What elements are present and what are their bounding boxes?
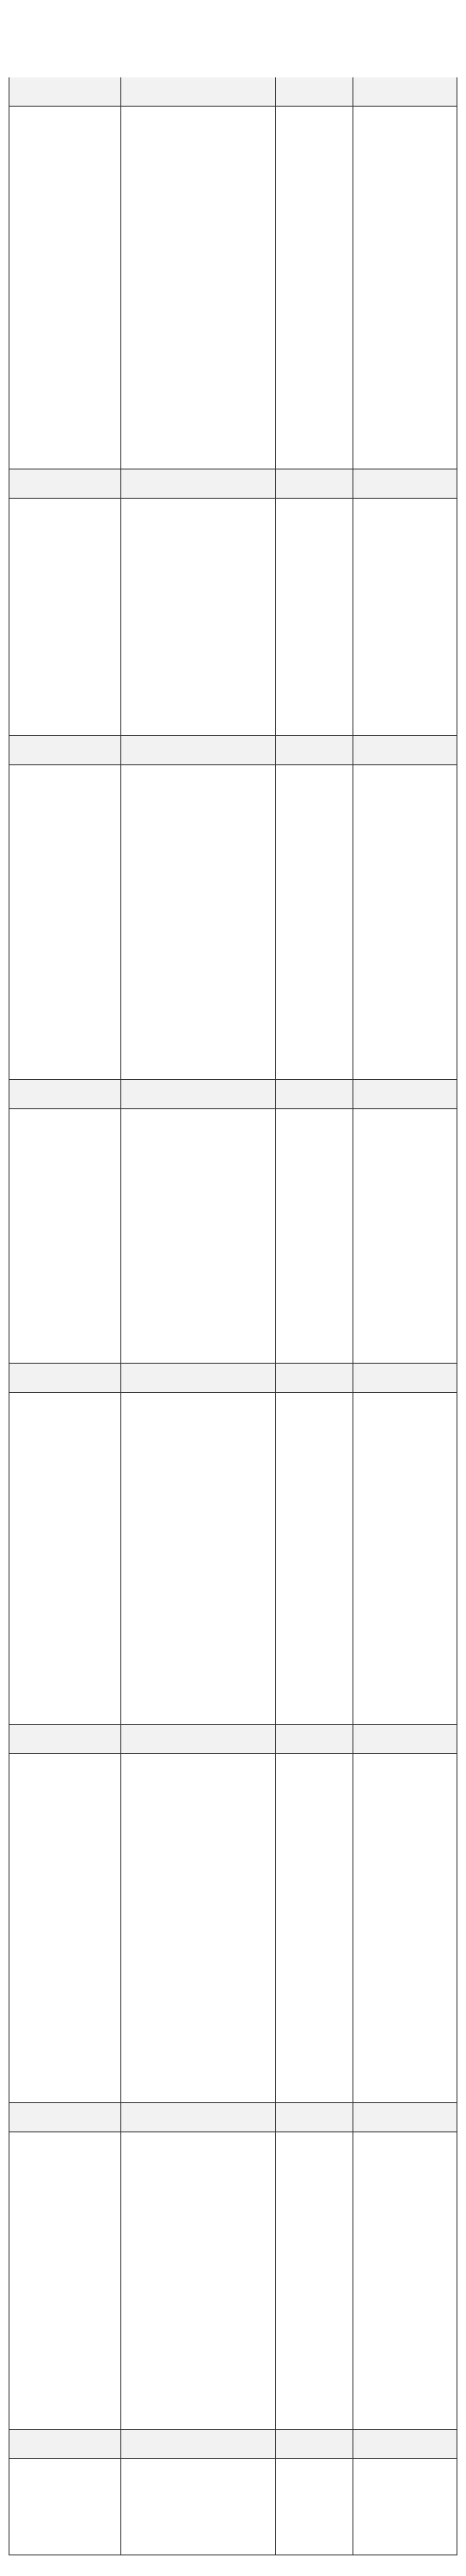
table-cell xyxy=(353,107,457,469)
section-header-row xyxy=(9,2103,457,2132)
table-cell xyxy=(9,1109,121,1363)
section-body xyxy=(9,499,457,735)
section-heading xyxy=(9,2103,121,2131)
column-header xyxy=(121,736,276,764)
table-cell xyxy=(121,1754,276,2102)
column-header xyxy=(121,1364,276,1392)
table-cell xyxy=(9,2132,121,2429)
table-cell xyxy=(353,499,457,735)
section-body xyxy=(9,2132,457,2429)
table-cell xyxy=(121,499,276,735)
column-header xyxy=(276,469,353,498)
table-section-1 xyxy=(9,77,457,469)
section-body xyxy=(9,107,457,469)
table-cell xyxy=(9,1393,121,1724)
column-header xyxy=(121,1080,276,1108)
table-section-6 xyxy=(9,1725,457,2103)
table-cell xyxy=(276,499,353,735)
table-cell xyxy=(276,107,353,469)
table-cell xyxy=(353,1109,457,1363)
section-heading xyxy=(9,1364,121,1392)
column-header xyxy=(276,736,353,764)
column-header xyxy=(276,2103,353,2131)
table-section-7 xyxy=(9,2103,457,2430)
table-cell xyxy=(9,2459,121,2555)
section-header-row xyxy=(9,77,457,107)
column-header xyxy=(121,1725,276,1753)
column-header xyxy=(276,1364,353,1392)
table-section-4 xyxy=(9,1080,457,1364)
column-header xyxy=(276,1080,353,1108)
table-cell xyxy=(276,2132,353,2429)
table-cell xyxy=(276,1393,353,1724)
table-cell xyxy=(353,2459,457,2555)
table-cell xyxy=(353,1754,457,2102)
section-heading xyxy=(9,2430,121,2458)
section-body xyxy=(9,2459,457,2555)
column-header xyxy=(353,736,457,764)
section-body xyxy=(9,1109,457,1363)
column-header xyxy=(353,77,457,106)
table-cell xyxy=(121,1109,276,1363)
column-header xyxy=(353,1364,457,1392)
table-cell xyxy=(353,1393,457,1724)
section-heading xyxy=(9,1725,121,1753)
table-section-3 xyxy=(9,736,457,1080)
column-header xyxy=(353,1080,457,1108)
section-header-row xyxy=(9,1364,457,1393)
table-cell xyxy=(9,107,121,469)
table-cell xyxy=(276,765,353,1079)
table-cell xyxy=(121,107,276,469)
section-header-row xyxy=(9,1080,457,1109)
section-body xyxy=(9,1754,457,2102)
table-cell xyxy=(276,1109,353,1363)
table-cell xyxy=(9,1754,121,2102)
column-header xyxy=(353,2103,457,2131)
table-section-5 xyxy=(9,1364,457,1725)
column-header xyxy=(276,2430,353,2458)
section-body xyxy=(9,765,457,1079)
section-header-row xyxy=(9,736,457,765)
document-header xyxy=(9,7,457,77)
section-heading xyxy=(9,77,121,106)
table-cell xyxy=(9,499,121,735)
table-section-8 xyxy=(9,2430,457,2555)
column-header xyxy=(121,2430,276,2458)
table-cell xyxy=(121,2459,276,2555)
column-header xyxy=(121,2103,276,2131)
column-header xyxy=(121,469,276,498)
table-cell xyxy=(121,2132,276,2429)
table-cell xyxy=(121,1393,276,1724)
column-header xyxy=(276,77,353,106)
table-cell xyxy=(276,2459,353,2555)
column-header xyxy=(353,2430,457,2458)
column-header xyxy=(276,1725,353,1753)
column-header xyxy=(353,1725,457,1753)
table-section-2 xyxy=(9,469,457,736)
section-header-row xyxy=(9,1725,457,1754)
table-cell xyxy=(276,1754,353,2102)
section-heading xyxy=(9,736,121,764)
column-header xyxy=(121,77,276,106)
table-cell xyxy=(353,2132,457,2429)
section-heading xyxy=(9,469,121,498)
column-header xyxy=(353,469,457,498)
table-cell xyxy=(9,765,121,1079)
section-header-row xyxy=(9,2430,457,2459)
table-cell xyxy=(353,765,457,1079)
table-cell xyxy=(121,765,276,1079)
section-heading xyxy=(9,1080,121,1108)
section-body xyxy=(9,1393,457,1724)
section-header-row xyxy=(9,469,457,499)
